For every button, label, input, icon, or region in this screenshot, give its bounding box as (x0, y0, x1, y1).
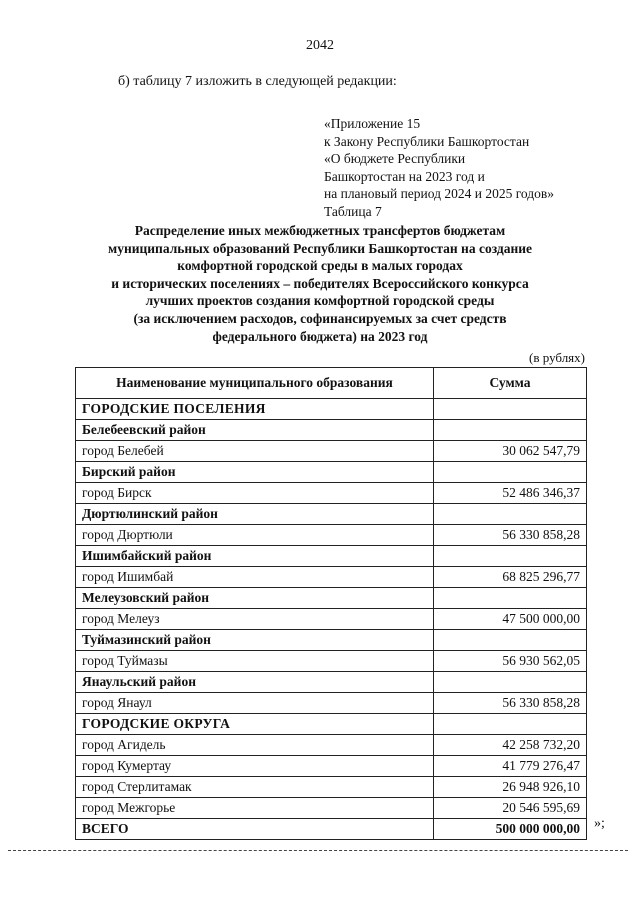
row-name: Туймазинский район (76, 630, 434, 651)
table-row (76, 735, 587, 756)
row-name: город Кумертау (76, 756, 434, 777)
row-name: Янаульский район (76, 672, 434, 693)
row-amount: 20 546 595,69 (434, 798, 587, 819)
row-name: город Бирск (76, 483, 434, 504)
page-number: 2042 (306, 38, 334, 53)
row-amount: 52 486 346,37 (434, 483, 587, 504)
row-name: город Ишимбай (76, 567, 434, 588)
row-amount (434, 399, 587, 420)
header-name: Наименование муниципального образования (76, 368, 434, 399)
table-row (76, 777, 587, 798)
district-row (76, 672, 587, 693)
district-row (76, 546, 587, 567)
row-name: город Дюртюли (76, 525, 434, 546)
row-name: город Межгорье (76, 798, 434, 819)
title-line: федерального бюджета) на 2023 год (212, 328, 428, 344)
row-amount: 56 330 858,28 (434, 693, 587, 714)
row-name: город Белебей (76, 441, 434, 462)
district-row (76, 588, 587, 609)
table-row (76, 756, 587, 777)
table-row (76, 651, 587, 672)
closing-quote: »; (594, 816, 605, 831)
row-amount: 56 930 562,05 (434, 651, 587, 672)
row-amount (434, 672, 587, 693)
row-name: Дюртюлинский район (76, 504, 434, 525)
title-line: (за исключением расходов, софинансируемых за счет средств (133, 310, 507, 326)
header-amount: Сумма (434, 368, 587, 399)
row-amount (434, 630, 587, 651)
row-amount: 26 948 926,10 (434, 777, 587, 798)
table-row (76, 693, 587, 714)
table-row (76, 483, 587, 504)
row-name: город Мелеуз (76, 609, 434, 630)
row-amount: 30 062 547,79 (434, 441, 587, 462)
intro-text: б) таблицу 7 изложить в следующей редакции: (118, 74, 397, 89)
row-amount (434, 504, 587, 525)
row-name: Белебеевский район (76, 420, 434, 441)
group-row (76, 714, 587, 735)
title-line: Распределение иных межбюджетных трансфертов бюджетам (134, 223, 506, 238)
row-name: ГОРОДСКИЕ ПОСЕЛЕНИЯ (76, 399, 434, 420)
title-line: лучших проектов создания комфортной городской среды (145, 293, 495, 309)
row-amount: 500 000 000,00 (434, 819, 587, 840)
units-label: (в рублях) (529, 350, 585, 365)
table-header-row (76, 368, 587, 399)
appendix-reference (324, 115, 554, 221)
distribution-table (75, 367, 587, 840)
title-line: муниципальных образований Республики Башкортостан на создание (108, 240, 532, 256)
title-line: и исторических поселениях – победителях Всероссийского конкурса (111, 275, 529, 291)
appendix-line: на плановый период 2024 и 2025 годов» (324, 186, 555, 202)
district-row (76, 630, 587, 651)
table-row (76, 798, 587, 819)
row-name: Мелеузовский район (76, 588, 434, 609)
row-amount (434, 546, 587, 567)
row-name: Ишимбайский район (76, 546, 434, 567)
appendix-line: «О бюджете Республики (324, 151, 466, 167)
table-row (76, 525, 587, 546)
row-name: ГОРОДСКИЕ ОКРУГА (76, 714, 434, 735)
footer-divider (8, 850, 628, 851)
row-amount (434, 588, 587, 609)
row-name: Бирский район (76, 462, 434, 483)
title-line: комфортной городской среды в малых городах (177, 258, 463, 274)
row-name: город Агидель (76, 735, 434, 756)
group-row (76, 399, 587, 420)
row-name: город Туймазы (76, 651, 434, 672)
document-title (60, 222, 580, 345)
table-number: Таблица 7 (324, 203, 382, 219)
row-amount (434, 462, 587, 483)
row-name: город Янаул (76, 693, 434, 714)
row-amount (434, 420, 587, 441)
district-row (76, 420, 587, 441)
table-row (76, 567, 587, 588)
district-row (76, 462, 587, 483)
row-name: ВСЕГО (76, 819, 434, 840)
row-amount: 68 825 296,77 (434, 567, 587, 588)
row-amount: 42 258 732,20 (434, 735, 587, 756)
row-amount: 47 500 000,00 (434, 609, 587, 630)
appendix-line: Башкортостан на 2023 год и (324, 168, 485, 184)
row-amount: 56 330 858,28 (434, 525, 587, 546)
table-row (76, 441, 587, 462)
total-row (76, 819, 587, 840)
appendix-line: «Приложение 15 (324, 116, 421, 131)
row-name: город Стерлитамак (76, 777, 434, 798)
table-row (76, 609, 587, 630)
row-amount: 41 779 276,47 (434, 756, 587, 777)
district-row (76, 504, 587, 525)
appendix-line: к Закону Республики Башкортостан (324, 133, 530, 149)
row-amount (434, 714, 587, 735)
